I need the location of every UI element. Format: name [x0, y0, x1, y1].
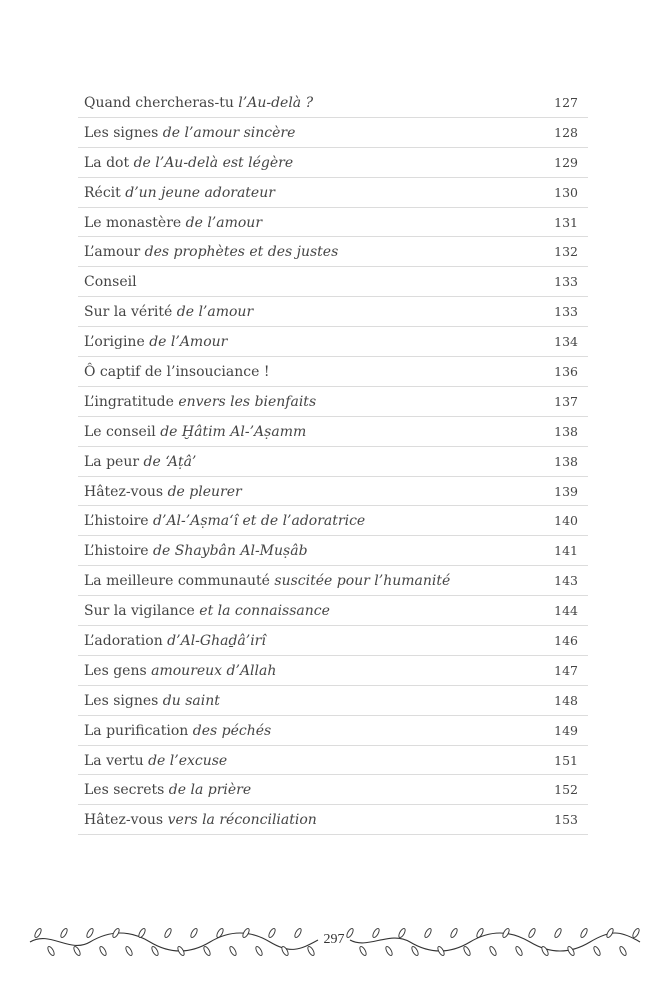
toc-entry: [78, 148, 588, 178]
toc-entry-title: [84, 185, 275, 201]
toc-entry-page: 153: [554, 812, 578, 828]
toc-entry-page: 138: [554, 423, 578, 439]
title-italic: des péchés: [192, 722, 272, 739]
title-italic: de l’amour sincère: [162, 124, 296, 141]
title-italic: d’un jeune adorateur: [125, 184, 275, 201]
toc-entry-page: 143: [554, 573, 578, 589]
toc-entry-title: [84, 364, 269, 380]
title-roman: Sur la vigilance: [84, 603, 200, 620]
toc-entry: [78, 178, 588, 208]
toc-entry-title: [84, 424, 306, 440]
title-italic: de ‘Aṭâ’: [143, 453, 197, 470]
toc-entry-title: [84, 304, 253, 320]
title-roman: Récit: [84, 184, 126, 201]
toc-entry: [78, 297, 588, 327]
title-italic: d’Al-Ghaḏâ’irî: [167, 633, 266, 650]
toc-entry-page: 139: [554, 483, 578, 499]
toc-entry-title: [84, 603, 330, 619]
toc-entry-page: 136: [554, 364, 578, 380]
title-roman: La vertu: [84, 752, 149, 769]
toc-entry-title: [84, 753, 227, 769]
title-roman: Ô captif de l’insouciance !: [84, 364, 270, 381]
title-italic: de l’Amour: [149, 334, 228, 351]
title-italic: de l’amour: [176, 304, 254, 321]
toc-entry-page: 132: [554, 244, 578, 260]
toc-entry-page: 133: [554, 274, 578, 290]
toc-entry: [78, 656, 588, 686]
title-roman: La dot: [84, 154, 134, 171]
toc-entry: [78, 805, 588, 835]
toc-entry-page: 127: [554, 95, 578, 110]
toc-entry-page: 138: [554, 453, 578, 469]
title-roman: Les secrets: [84, 782, 169, 799]
toc-entry-page: 129: [554, 154, 578, 170]
toc-entry-title: [84, 812, 317, 828]
toc-entry-page: 152: [554, 782, 578, 798]
title-roman: Les signes: [84, 692, 163, 709]
toc-entry-title: [84, 95, 313, 111]
toc-entry-title: [84, 633, 266, 649]
toc-entry-page: 130: [554, 184, 578, 200]
title-italic: et la connaissance: [199, 603, 330, 620]
toc-entry-title: [84, 155, 293, 171]
toc-entry: [78, 417, 588, 447]
toc-entry: [78, 506, 588, 536]
toc-entry-page: 137: [554, 393, 578, 409]
title-italic: d’Al-’Aṣma‘î et de l’adoratrice: [153, 513, 366, 530]
toc-entry-title: [84, 244, 338, 260]
toc-entry: [78, 536, 588, 566]
title-roman: Sur la vérité: [84, 304, 177, 321]
toc-entry: [78, 477, 588, 507]
toc-entry-title: [84, 274, 137, 290]
title-roman: Hâtez-vous: [84, 812, 168, 829]
title-roman: L’adoration: [84, 633, 168, 650]
toc-entry-page: 131: [554, 214, 578, 230]
title-italic: envers les bienfaits: [178, 393, 317, 410]
title-italic: de la prière: [168, 782, 252, 799]
toc-entry: [78, 626, 588, 656]
toc-entry-title: [84, 394, 316, 410]
toc-entry-title: [84, 782, 251, 798]
toc-entry-title: [84, 663, 276, 679]
toc-entry-title: [84, 723, 271, 739]
title-roman: Le conseil: [84, 423, 161, 440]
toc-entry: [78, 327, 588, 357]
title-roman: La purification: [84, 722, 193, 739]
toc-entry: [78, 267, 588, 297]
toc-entry: [78, 387, 588, 417]
toc-entry-page: 151: [554, 752, 578, 768]
toc-entry: [78, 596, 588, 626]
title-roman: Les gens: [84, 662, 152, 679]
toc-entry-page: 146: [554, 633, 578, 649]
toc-entry-title: [84, 513, 365, 529]
title-roman: Conseil: [84, 274, 137, 291]
toc-entry: [78, 88, 588, 118]
toc-entry-page: 140: [554, 513, 578, 529]
title-italic: de Ḫâtim Al-’Aṣamm: [160, 423, 307, 440]
toc-entry-page: 133: [554, 304, 578, 320]
title-italic: de Shaybân Al-Muṣâb: [153, 543, 308, 560]
title-italic: des prophètes et des justes: [144, 244, 339, 261]
title-roman: La meilleure communauté: [84, 573, 275, 590]
title-italic: de l’excuse: [148, 752, 228, 769]
title-italic: l’Au-delà ?: [238, 95, 314, 111]
title-roman: L’histoire: [84, 513, 154, 530]
toc-entry: [78, 686, 588, 716]
title-roman: L’amour: [84, 244, 145, 261]
title-italic: du saint: [162, 692, 220, 709]
toc-entry: [78, 746, 588, 776]
toc-entry-page: 148: [554, 692, 578, 708]
page-number: 297: [323, 932, 345, 947]
toc-entry-page: 147: [554, 662, 578, 678]
toc-entry: [78, 447, 588, 477]
title-roman: La peur: [84, 453, 144, 470]
toc-entry: [78, 237, 588, 267]
toc-entry-title: [84, 334, 227, 350]
title-roman: Les signes: [84, 124, 163, 141]
toc-entry-page: 149: [554, 722, 578, 738]
toc-entry: [78, 208, 588, 238]
title-italic: vers la réconciliation: [167, 812, 317, 829]
toc-entry-title: [84, 125, 295, 141]
toc-entry-title: [84, 454, 196, 470]
title-roman: Quand chercheras-tu: [84, 95, 239, 111]
toc-entry: [78, 775, 588, 805]
toc-entry-title: [84, 484, 242, 500]
title-italic: de l’Au-delà est légère: [133, 154, 294, 171]
toc-entry-page: 134: [554, 334, 578, 350]
toc-entry-title: [84, 543, 308, 559]
title-italic: suscitée pour l’humanité: [274, 573, 451, 590]
toc-entry-title: [84, 693, 220, 709]
toc-entry-title: [84, 573, 450, 589]
table-of-contents: [78, 88, 588, 835]
toc-entry-page: 141: [554, 543, 578, 559]
title-italic: amoureux d’Allah: [151, 662, 277, 679]
toc-entry: [78, 716, 588, 746]
toc-entry-page: 128: [554, 124, 578, 140]
title-roman: Hâtez-vous: [84, 483, 168, 500]
toc-entry: [78, 357, 588, 387]
toc-entry-title: [84, 215, 262, 231]
toc-entry: [78, 118, 588, 148]
title-italic: de l’amour: [185, 214, 263, 231]
title-roman: L’ingratitude: [84, 393, 179, 410]
toc-entry: [78, 566, 588, 596]
title-italic: de pleurer: [167, 483, 242, 500]
title-roman: Le monastère: [84, 214, 186, 231]
toc-entry-page: 144: [554, 603, 578, 619]
title-roman: L’histoire: [84, 543, 154, 560]
title-roman: L’origine: [84, 334, 150, 351]
